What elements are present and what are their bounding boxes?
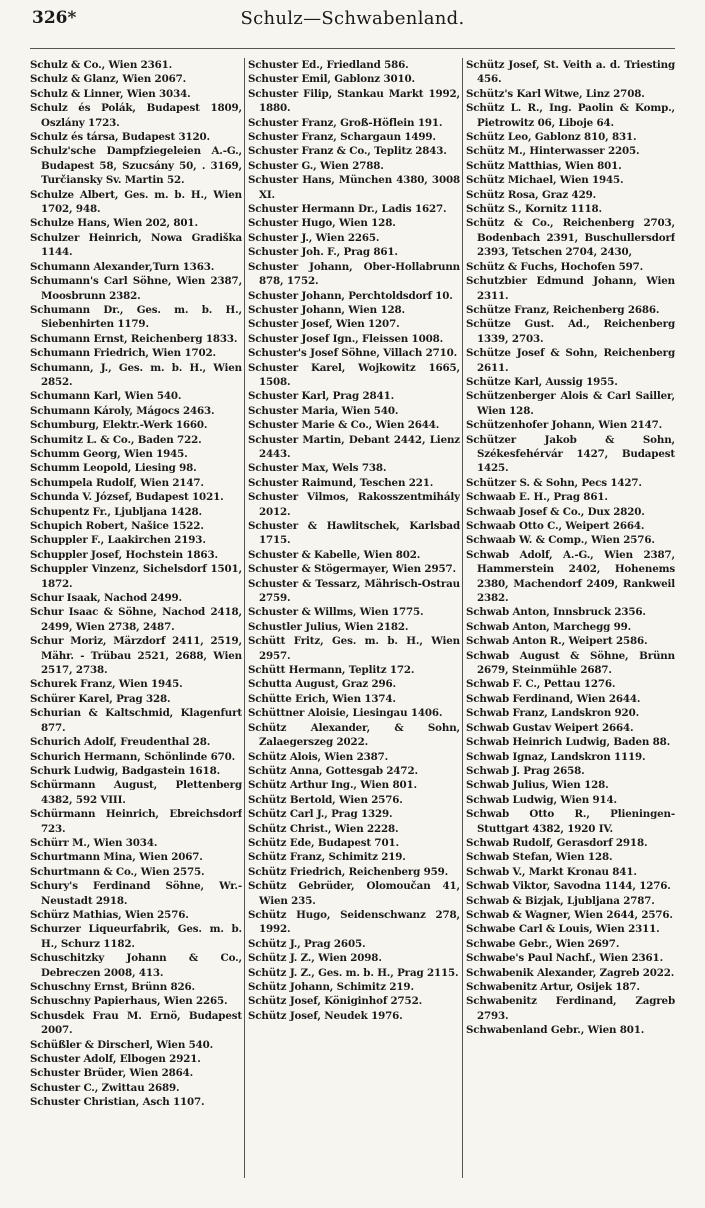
- directory-entry: Schuster Johann, Ober-Hollabrunn 878, 1752.: [248, 260, 460, 288]
- directory-entry: Schutzbier Edmund Johann, Wien 2311.: [466, 275, 675, 302]
- directory-entry: Schütz Johann, Schimitz 219.: [248, 981, 414, 993]
- column-divider: [244, 58, 245, 1178]
- directory-entry: Schütz Hugo, Seidenschwanz 278, 1992.: [248, 908, 460, 936]
- directory-entry: Schürr M., Wien 3034.: [30, 836, 158, 849]
- directory-entry: Schuster & Hawlitschek, Karlsbad 1715.: [248, 520, 460, 547]
- directory-entry: Schütz Josef, Neudek 1976.: [248, 1009, 403, 1022]
- directory-entry: Schunda V. József, Budapest 1021.: [30, 491, 224, 504]
- column-divider: [462, 58, 463, 1178]
- directory-entry: Schwab V., Markt Kronau 841.: [466, 865, 637, 878]
- directory-entry: Schütze Franz, Reichenberg 2686.: [466, 303, 660, 316]
- directory-entry: Schützer Jakob & Sohn, Székesfehérvár 1427, Budapest 1425.: [466, 433, 675, 475]
- directory-entry: Schuster & Kabelle, Wien 802.: [248, 548, 421, 561]
- directory-entry: Schurich Adolf, Freudenthal 28.: [30, 736, 211, 749]
- directory-entry: Schuster C., Zwittau 2689.: [30, 1081, 180, 1094]
- column-3: [466, 58, 675, 1178]
- directory-entry: Schütz J. Z., Wien 2098.: [248, 952, 382, 965]
- directory-entry: Schuster Christian, Asch 1107.: [30, 1096, 205, 1109]
- directory-entry: Schütz Josef, St. Veith a. d. Triesting 456.: [466, 59, 675, 86]
- directory-entry: Schuster Karel, Wojkowitz 1665, 1508.: [248, 361, 460, 388]
- directory-entry: Schütze Josef & Sohn, Reichenberg 2611.: [466, 347, 675, 374]
- directory-entry: Schuster Johann, Wien 128.: [248, 303, 405, 316]
- directory-entry: Schurich Hermann, Schönlinde 670.: [30, 750, 236, 763]
- column-1: [30, 58, 242, 1178]
- directory-entry: Schwab F. C., Pettau 1276.: [466, 678, 616, 691]
- directory-entry: Schulz'sche Dampfziegeleien A.-G., Budapest 58, Szucsány 50, . 3169, Turčiansky Sv. Martin 52.: [30, 145, 242, 187]
- directory-entry: Schwab Rudolf, Gerasdorf 2918.: [466, 836, 648, 849]
- directory-entry: Schuster Raimund, Teschen 221.: [248, 476, 434, 489]
- directory-entry: Schuster & Stögermayer, Wien 2957.: [248, 563, 456, 576]
- directory-entry: Schuschitzky Johann & Co., Debreczen 2008, 413.: [30, 952, 242, 979]
- directory-entry: Schulz & Glanz, Wien 2067.: [30, 73, 187, 86]
- directory-entry: Schumann Ernst, Reichenberg 1833.: [30, 332, 238, 345]
- directory-entry: Schüßler & Dirscherl, Wien 540.: [30, 1038, 214, 1051]
- directory-entry: Schütz Josef, Königinhof 2752.: [248, 995, 423, 1008]
- directory-entry: Schumann Friedrich, Wien 1702.: [30, 347, 216, 360]
- directory-entry: Schwab Ferdinand, Wien 2644.: [466, 692, 641, 705]
- directory-entry: Schuschny Papierhaus, Wien 2265.: [30, 995, 228, 1008]
- directory-entry: Schütz & Fuchs, Hochofen 597.: [466, 260, 644, 273]
- directory-entry: Schütz Franz, Schimitz 219.: [248, 851, 406, 864]
- directory-entry: Schwab & Wagner, Wien 2644, 2576.: [466, 908, 673, 921]
- directory-entry: Schurtmann & Co., Wien 2575.: [30, 865, 205, 878]
- directory-entry: Schulz és Polák, Budapest 1809, Oszlány 1723.: [30, 102, 242, 129]
- directory-entry: Schuster Hermann Dr., Ladis 1627.: [248, 203, 447, 216]
- directory-entry: Schütze Gust. Ad., Reichenberg 1339, 2703.: [466, 318, 675, 345]
- directory-entry: Schütt Fritz, Ges. m. b. H., Wien 2957.: [248, 635, 460, 662]
- directory-entry: Schuster J., Wien 2265.: [248, 231, 380, 244]
- directory-entry: Schütz Arthur Ing., Wien 801.: [248, 779, 417, 792]
- directory-entry: Schuster Johann, Perchtoldsdorf 10.: [248, 289, 453, 302]
- directory-entry: Schwab Anton, Innsbruck 2356.: [466, 606, 646, 619]
- directory-entry: Schurzer Liqueurfabrik, Ges. m. b. H., Schurz 1182.: [30, 923, 242, 950]
- directory-entry: Schur Isaac & Söhne, Nachod 2418, 2499, Wien 2738, 2487.: [30, 606, 242, 633]
- directory-entry: Schwab Gustav Weipert 2664.: [466, 721, 634, 734]
- directory-entry: Schumann Alexander,Turn 1363.: [30, 260, 215, 273]
- directory-entry: Schuster Joh. F., Prag 861.: [248, 246, 398, 259]
- directory-entry: Schustler Julius, Wien 2182.: [248, 620, 409, 633]
- directory-entry: Schütte Erich, Wien 1374.: [248, 692, 396, 705]
- directory-entry: Schütz Carl J., Prag 1329.: [248, 808, 393, 821]
- directory-entry: Schury's Ferdinand Söhne, Wr.-Neustadt 2918.: [30, 880, 242, 907]
- directory-entry: Schütz Alois, Wien 2387.: [248, 750, 389, 763]
- directory-entry: Schuster Max, Wels 738.: [248, 462, 387, 475]
- directory-entry: Schwabenitz Ferdinand, Zagreb 2793.: [466, 995, 675, 1022]
- directory-entry: Schwabenland Gebr., Wien 801.: [466, 1024, 645, 1037]
- directory-entry: Schwab & Bizjak, Ljubljana 2787.: [466, 894, 655, 907]
- directory-entry: Schürz Mathias, Wien 2576.: [30, 908, 189, 921]
- directory-entry: Schuster & Tessarz, Mährisch-Ostrau 2759.: [248, 577, 460, 605]
- directory-entry: Schuster Marie & Co., Wien 2644.: [248, 419, 440, 432]
- directory-entry: Schuster Franz, Schargaun 1499.: [248, 131, 436, 144]
- directory-entry: Schütz Anna, Gottesgab 2472.: [248, 764, 418, 777]
- directory-entry: Schütz & Co., Reichenberg 2703, Bodenbach 2391, Buschullersdorf 2393, Tetschen 2704, 2430,: [466, 217, 675, 259]
- directory-entry: Schwab Viktor, Savodna 1144, 1276.: [466, 880, 671, 893]
- directory-entry: Schuster Brüder, Wien 2864.: [30, 1067, 194, 1080]
- directory-entry: Schwaab Josef & Co., Dux 2820.: [466, 505, 645, 518]
- directory-entry: Schwabenik Alexander, Zagreb 2022.: [466, 966, 675, 979]
- directory-entry: Schulze Albert, Ges. m. b. H., Wien 1702, 948.: [30, 188, 242, 216]
- directory-entry: Schuster Josef, Wien 1207.: [248, 318, 400, 331]
- directory-entry: Schulz és társa, Budapest 3120.: [30, 131, 210, 144]
- directory-entry: Schürmann August, Plettenberg 4382, 592 VIII.: [30, 779, 242, 806]
- directory-entry: Schwab Anton R., Weipert 2586.: [466, 635, 648, 648]
- directory-entry: Schumburg, Elektr.-Werk 1660.: [30, 419, 208, 432]
- directory-entry: Schuster Hans, München 4380, 3008 XI.: [248, 174, 460, 201]
- column-2: [248, 58, 460, 1178]
- directory-entry: Schürer Karel, Prag 328.: [30, 692, 171, 705]
- directory-entry: Schumm Georg, Wien 1945.: [30, 447, 188, 460]
- directory-entry: Schwabenitz Artur, Osijek 187.: [466, 981, 640, 993]
- directory-entry: Schütz M., Hinterwasser 2205.: [466, 145, 640, 158]
- directory-entry: Schützer S. & Sohn, Pecs 1427.: [466, 476, 642, 489]
- directory-entry: Schuster Josef Ign., Fleissen 1008.: [248, 332, 444, 345]
- directory-entry: Schwab Stefan, Wien 128.: [466, 851, 613, 864]
- directory-entry: Schwabe Gebr., Wien 2697.: [466, 937, 620, 950]
- directory-entry: Schusdek Frau M. Ernö, Budapest 2007.: [30, 1009, 242, 1037]
- directory-entry: Schurtmann Mina, Wien 2067.: [30, 851, 203, 864]
- directory-entry: Schulz & Linner, Wien 3034.: [30, 87, 191, 100]
- directory-entry: Schützenberger Alois & Carl Sailler, Wien 128.: [466, 390, 675, 417]
- directory-entry: Schuster Adolf, Elbogen 2921.: [30, 1053, 201, 1066]
- directory-entry: Schwabe's Paul Nachf., Wien 2361.: [466, 952, 664, 965]
- directory-entry: Schur Isaak, Nachod 2499.: [30, 592, 182, 605]
- header-rule: [30, 48, 675, 49]
- directory-entry: Schuster Maria, Wien 540.: [248, 404, 399, 417]
- directory-entry: Schumann Dr., Ges. m. b. H., Siebenhirten 1179.: [30, 303, 242, 331]
- directory-entry: Schuster Emil, Gablonz 3010.: [248, 73, 415, 86]
- directory-entry: Schütz Friedrich, Reichenberg 959.: [248, 865, 449, 878]
- directory-entry: Schupich Robert, Našice 1522.: [30, 520, 204, 532]
- directory-entry: Schur Moriz, Märzdorf 2411, 2519, Mähr. - Trübau 2521, 2688, Wien 2517, 2738.: [30, 635, 242, 677]
- directory-entry: Schumpela Rudolf, Wien 2147.: [30, 476, 204, 489]
- directory-entry: Schütz J. Z., Ges. m. b. H., Prag 2115.: [248, 966, 459, 979]
- directory-entry: Schulze Hans, Wien 202, 801.: [30, 217, 198, 230]
- directory-entry: Schwaab W. & Comp., Wien 2576.: [466, 534, 655, 547]
- directory-columns: [30, 58, 675, 1178]
- directory-entry: Schütt Hermann, Teplitz 172.: [248, 664, 415, 677]
- directory-entry: Schütz Matthias, Wien 801.: [466, 159, 622, 172]
- directory-entry: Schwab Ignaz, Landskron 1119.: [466, 750, 646, 763]
- directory-entry: Schütz Bertold, Wien 2576.: [248, 793, 403, 806]
- directory-entry: Schürmann Heinrich, Ebreichsdorf 723.: [30, 808, 242, 835]
- directory-entry: Schütz Alexander, & Sohn, Zalaegerszeg 2022.: [248, 721, 460, 749]
- directory-entry: Schuppler Josef, Hochstein 1863.: [30, 548, 218, 561]
- directory-entry: Schwab Anton, Marchegg 99.: [466, 620, 632, 633]
- directory-entry: Schuster & Willms, Wien 1775.: [248, 606, 424, 619]
- directory-entry: Schwab Otto R., Plieningen-Stuttgart 4382, 1920 IV.: [466, 808, 675, 835]
- directory-entry: Schuster Filip, Stankau Markt 1992, 1880.: [248, 87, 460, 115]
- directory-entry: Schumann Karl, Wien 540.: [30, 390, 182, 403]
- directory-entry: Schütz L. R., Ing. Paolin & Komp., Pietrowitz 06, Liboje 64.: [466, 102, 675, 129]
- directory-entry: Schütze Karl, Aussig 1955.: [466, 375, 618, 388]
- directory-entry: Schuster Martin, Debant 2442, Lienz 2443.: [248, 433, 460, 460]
- directory-entry: Schutta August, Graz 296.: [248, 678, 396, 691]
- directory-entry: Schumann Károly, Mágocs 2463.: [30, 404, 215, 417]
- directory-entry: Schwab J. Prag 2658.: [466, 764, 585, 777]
- directory-entry: Schumm Leopold, Liesing 98.: [30, 462, 197, 475]
- directory-entry: Schuster Franz & Co., Teplitz 2843.: [248, 145, 447, 158]
- directory-entry: Schütz J., Prag 2605.: [248, 937, 366, 950]
- directory-entry: Schwab Julius, Wien 128.: [466, 779, 609, 792]
- directory-entry: Schwab Franz, Landskron 920.: [466, 707, 640, 720]
- directory-entry: Schurek Franz, Wien 1945.: [30, 678, 183, 691]
- directory-entry: Schütz's Karl Witwe, Linz 2708.: [466, 87, 645, 100]
- directory-entry: Schumann, J., Ges. m. b. H., Wien 2852.: [30, 361, 242, 388]
- directory-entry: Schuster G., Wien 2788.: [248, 159, 384, 172]
- directory-entry: Schurian & Kaltschmid, Klagenfurt 877.: [30, 707, 242, 734]
- directory-entry: Schütz Christ., Wien 2228.: [248, 822, 399, 835]
- directory-entry: Schwabe Carl & Louis, Wien 2311.: [466, 923, 660, 936]
- directory-entry: Schupentz Fr., Ljubljana 1428.: [30, 505, 202, 518]
- directory-entry: Schwab Heinrich Ludwig, Baden 88.: [466, 736, 671, 749]
- directory-entry: Schulz & Co., Wien 2361.: [30, 59, 173, 71]
- directory-entry: Schumann's Carl Söhne, Wien 2387, Moosbrunn 2382.: [30, 275, 242, 302]
- directory-entry: Schütz Leo, Gablonz 810, 831.: [466, 131, 637, 144]
- directory-entry: Schütz Michael, Wien 1945.: [466, 174, 624, 187]
- directory-entry: Schütz Rosa, Graz 429.: [466, 188, 597, 201]
- directory-entry: Schuster Karl, Prag 2841.: [248, 390, 395, 403]
- directory-entry: Schütz S., Kornitz 1118.: [466, 203, 602, 216]
- directory-entry: Schuster Hugo, Wien 128.: [248, 217, 396, 230]
- directory-entry: Schwab Adolf, A.-G., Wien 2387, Hammerstein 2402, Hohenems 2380, Machendorf 2409, Rankweil 2382.: [466, 548, 675, 605]
- directory-entry: Schützenhofer Johann, Wien 2147.: [466, 419, 663, 432]
- directory-entry: Schüttner Aloisie, Liesingau 1406.: [248, 707, 443, 720]
- directory-entry: Schulzer Heinrich, Nowa Gradiška 1144.: [30, 231, 242, 259]
- directory-entry: Schuppler F., Laakirchen 2193.: [30, 534, 206, 547]
- directory-entry: Schuster's Josef Söhne, Villach 2710.: [248, 347, 458, 360]
- directory-entry: Schwab August & Söhne, Brünn 2679, Steinmühle 2687.: [466, 649, 675, 677]
- directory-entry: Schuppler Vinzenz, Sichelsdorf 1501, 1872.: [30, 563, 242, 590]
- directory-entry: Schumitz L. & Co., Baden 722.: [30, 433, 202, 446]
- directory-entry: Schurk Ludwig, Badgastein 1618.: [30, 764, 221, 777]
- directory-entry: Schuster Franz, Groß-Höflein 191.: [248, 116, 443, 129]
- directory-entry: Schuschny Ernst, Brünn 826.: [30, 981, 195, 993]
- directory-entry: Schütz Ede, Budapest 701.: [248, 836, 399, 849]
- directory-entry: Schütz Gebrüder, Olomoučan 41, Wien 235.: [248, 880, 460, 907]
- directory-entry: Schwab Ludwig, Wien 914.: [466, 793, 617, 806]
- page-number: 326*: [32, 8, 77, 28]
- directory-entry: Schwaab Otto C., Weipert 2664.: [466, 520, 645, 532]
- directory-entry: Schuster Ed., Friedland 586.: [248, 59, 409, 71]
- directory-entry: Schuster Vilmos, Rakosszentmihály 2012.: [248, 491, 460, 518]
- directory-entry: Schwaab E. H., Prag 861.: [466, 491, 608, 504]
- page-title: Schulz—Schwabenland.: [240, 8, 465, 29]
